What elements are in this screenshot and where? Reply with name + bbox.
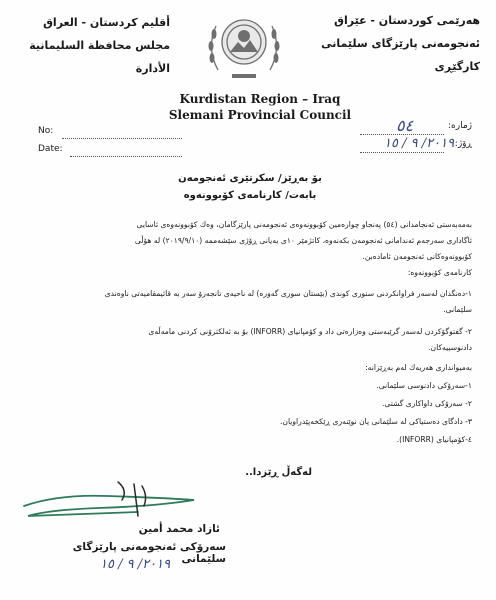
subject: بابەت/ كارنامەی كۆبوونەوە	[183, 190, 317, 201]
header-region-ku: هەرێمی كوردستان - عێراق	[334, 14, 480, 27]
agenda-item: ١-دەنگدان لەسەر فراوانكردنی سنوری كوندی (بێستان سوری گەورە) لە ناحیەی تانجەرۆ سەر بە قائیمقامیەتی ناوەندی	[104, 289, 472, 298]
signature-date-handwritten: ٢٠١٩/ ٩ / ١٥	[100, 557, 171, 572]
addressee: بۆ بەڕێز/ سكرتێری ئەنجومەن	[178, 173, 322, 184]
body-line: كۆبوونەوەكانی ئەنجومەن ئامادەبن.	[362, 252, 472, 261]
letter-number-handwritten: ٥٤	[396, 116, 414, 135]
number-label-en: No:	[38, 126, 54, 136]
body-line: ئاگاداری سەرجەم ئەندامانی ئەنجومەن بكەنەوە، كاتژمێر ١٠ی بەیانی ڕۆژی سێشەممە (٢٠١٩/٩/١٠) لە هۆڵی	[134, 236, 472, 245]
number-rule	[62, 138, 182, 139]
guest-item: ١-سەرۆكی دادنوسی سلێمانی.	[376, 381, 472, 390]
date-rule-ku	[360, 152, 444, 153]
kurdish-header	[310, 14, 480, 82]
guest-item: ٤-كۆمپانیای (INFORR).	[396, 435, 472, 444]
signer-title: سەرۆكی ئەنجومەنی پارێزگای سلێمانی	[72, 541, 226, 565]
guests-heading: بەمیوانداری هەریەك لەم بەڕێزانە:	[365, 363, 472, 372]
closing: لەگەڵ ڕێزدا..	[245, 467, 312, 478]
letter-date-handwritten: ٢٠١٩/ ٩ / ١٥	[384, 136, 455, 151]
date-label-en: Date:	[38, 144, 63, 154]
agenda-item: دادنوسییەكان.	[428, 343, 472, 352]
guest-item: ٢- سەرۆكی داواكاری گشتی.	[381, 399, 472, 408]
header-council-en: Slemani Provincial Council	[168, 107, 352, 122]
kurdistan-seal-icon	[196, 4, 292, 84]
english-header	[160, 92, 360, 123]
header-council-ku: ئەنجومەنی پارێزگای سلێمانی	[321, 36, 480, 50]
header-admin-ar: الأدارة	[135, 61, 170, 75]
body-line: بەمەبەستی ئەنجامدانی (٥٤) پەنجاو چوارەمین كۆبوونەوەی ئەنجومەنی پارێزگامان، وەك كۆبوونەوەی ئاسایی	[136, 220, 472, 229]
date-label-ku: ڕۆژ:	[454, 139, 472, 149]
header-region-en: Kurdistan Region – Iraq	[179, 92, 341, 106]
header-region-ar: أقليم كردستان - العراق	[43, 16, 170, 29]
date-rule	[70, 156, 182, 157]
header-admin-ku: كارگێڕی	[434, 59, 480, 73]
agenda-heading: كارنامەی كۆبوونەوە:	[407, 268, 472, 277]
arabic-header	[20, 16, 170, 84]
number-label-ku: ژمارە:	[447, 121, 472, 131]
agenda-item: سلێمانی.	[443, 305, 472, 314]
guest-item: ٣- دادگای دەستیاكی لە سلێمانی یان نوێنەری ڕێكخەپێدراویان.	[279, 417, 472, 426]
header-council-ar: مجلس محافظة السليمانية	[29, 38, 170, 52]
signer-name: ئازاد محمد أمین	[138, 523, 220, 535]
agenda-item: ٢- گفتوگۆكردن لەسەر گرێبەستی وەزارەتی داد و كۆمپانیای (INFORR) بۆ بە ئەلكترۆنی كردنی مامەڵەی	[148, 327, 472, 336]
